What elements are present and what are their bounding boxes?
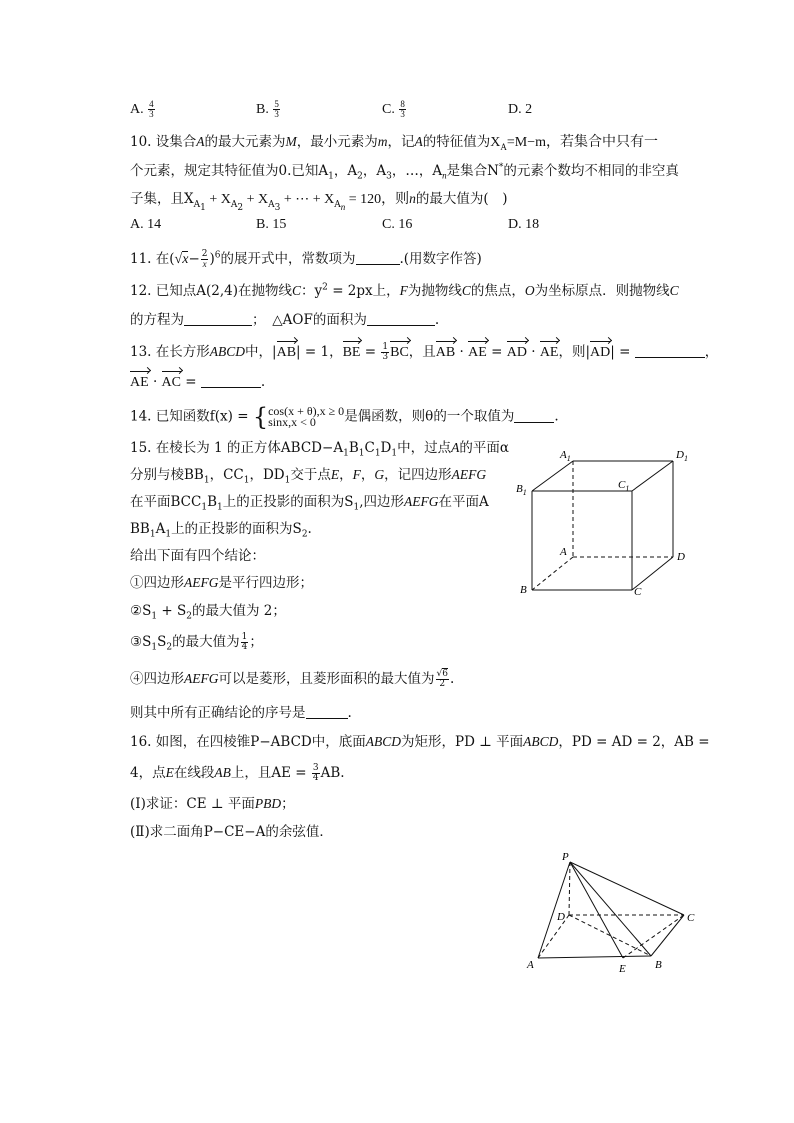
q15-conclusion-1: ①四边形AEFG是平行四边形；	[130, 575, 313, 591]
q10-option-c: C. 16	[382, 217, 413, 232]
pyramid-hidden-edge	[623, 915, 684, 958]
pyramid-edge	[570, 862, 684, 915]
q11-answer-blank	[356, 264, 400, 265]
q9-option-b: B. $\frac{5}{3}$	[256, 99, 279, 120]
q15-line-4: $BB_1A_1$上的正投影的面积为$S_2$.	[130, 521, 312, 540]
q9-option-d: D. 2	[508, 102, 533, 117]
cube-label-a1: $A_1$	[560, 449, 571, 463]
cube-edge	[632, 461, 673, 491]
pyramid-figure	[538, 862, 684, 958]
q14-answer-blank	[514, 422, 554, 423]
q16-line-1: 16. 如图，在四棱锥P−ABCD中，底面ABCD为矩形，PD ⊥ 平面ABCD，PD = AD = 2，AB =	[130, 734, 710, 750]
q12-line-2: 的方程为 ； △AOF的面积为 .	[130, 312, 440, 328]
q13-blank-2	[201, 387, 261, 388]
q15-answer-blank	[306, 718, 348, 719]
q10-option-a: A. 14	[130, 217, 162, 232]
pyramid-edge	[538, 862, 570, 958]
q9-option-c: C. $\frac{8}{3}$	[382, 99, 405, 120]
cube-label-d: D	[677, 551, 685, 563]
cube-label-c1: $C_1$	[618, 479, 630, 493]
pyramid-label-d: D	[557, 911, 565, 923]
q15-line-1: 15. 在棱长为 1 的正方体$ABCD-A_1B_1C_1D_1$中，过点A的平面α	[130, 440, 509, 459]
q15-conclusion-2: $②S_1 + S_2$的最大值为 2；	[130, 603, 286, 622]
pyramid-edge	[538, 956, 651, 958]
q15-line-3: 在平面$BCC_1B_1$上的正投影的面积为$S_1$,四边形AEFG在平面A	[130, 494, 489, 513]
q9-option-a: A. $\frac{4}{3}$	[130, 99, 154, 120]
cube-label-a: A	[560, 546, 567, 558]
q12-line-1: 12. 已知点A(2,4)在抛物线C：$y^2 = 2px$上，F为抛物线C的焦点，O为坐标原点．则抛物线C	[130, 282, 679, 299]
q16-part-2: (Ⅱ)求二面角P−CE−A的余弦值．	[130, 824, 333, 840]
q12-blank-1	[184, 325, 252, 326]
q11: 11. 在(√x− $\frac{2}{x}$ )$^6$的展开式中，常数项为 .(用数字作答)	[130, 249, 482, 269]
cube-label-b: B	[520, 584, 527, 596]
cube-label-c: C	[634, 586, 642, 598]
q10-option-b: B. 15	[256, 217, 287, 232]
q15-conclusion-4: ④四边形AEFG可以是菱形，且菱形面积的最大值为 $\frac{√6}{2}$ .	[130, 669, 455, 689]
cube-edge	[532, 461, 573, 491]
q10-line-2: 个元素，规定其特征值为0.已知$A_1$，$A_2$，$A_3$，…，$A_n$是集合N*的元素个数均不相同的非空真	[130, 162, 679, 182]
q13-blank-1	[635, 357, 705, 358]
pyramid-label-a: A	[527, 959, 534, 971]
q15-line-5: 给出下面有四个结论：	[130, 548, 265, 564]
pyramid-label-p: P	[562, 851, 569, 863]
q10-option-d: D. 18	[508, 217, 540, 232]
q16-part-1: (Ⅰ)求证：CE ⊥ 平面PBD；	[130, 796, 295, 812]
q16-line-2: 4，点E在线段AB上，且AE = $\frac{3}{4}$ AB.	[130, 763, 345, 783]
pyramid-hidden-edge	[569, 915, 651, 956]
pyramid-edge	[651, 915, 684, 956]
q15-conclusion-3: $③S_1S_2$的最大值为 $\frac{1}{4}$ ；	[130, 632, 263, 653]
pyramid-label-e: E	[619, 963, 626, 975]
q10-line-1: 10. 设集合A的最大元素为M，最小元素为m，记A的特征值为$X_A=M-m$，若集合中只有一	[130, 134, 659, 152]
cube-hidden-edge	[532, 557, 573, 590]
q13-line-1: 13. 在长方形ABCD中，|AB| = 1，BE = $\frac{1}{3}$ BC，且AB · AE = AD · AE，则|AD| = ，	[130, 342, 719, 362]
q15-line-10: 则其中所有正确结论的序号是 .	[130, 705, 352, 721]
cube-edge	[632, 557, 673, 590]
pyramid-edge	[570, 862, 623, 958]
q10-line-3: 子集，且$X_{A_1} + X_{A_2} + X_{A_3}$ + ⋯ + $X_{A_n} = 120$，则n的最大值为( )	[130, 191, 508, 213]
cube-label-d1: $D_1$	[676, 449, 688, 463]
q13-line-2: AE · AC = .	[130, 372, 265, 393]
pyramid-hidden-edge	[569, 862, 570, 915]
q15-line-2: 分别与棱$BB_1$，$CC_1$，$DD_1$交于点E，F，G，记四边形AEFG	[130, 467, 487, 486]
q10-options	[130, 215, 540, 235]
q14: 14. 已知函数f(x) = { cos(x + θ),x ≥ 0 sinx,x < 0 是偶函数，则θ的一个取值为 .	[130, 403, 559, 431]
pyramid-label-b: B	[655, 959, 662, 971]
pyramid-edge	[570, 862, 651, 956]
cube-label-b1: $B_1$	[516, 483, 527, 497]
q9-options	[130, 99, 533, 120]
q12-blank-2	[367, 325, 435, 326]
pyramid-hidden-edge	[538, 915, 569, 958]
pyramid-label-c: C	[687, 912, 695, 924]
